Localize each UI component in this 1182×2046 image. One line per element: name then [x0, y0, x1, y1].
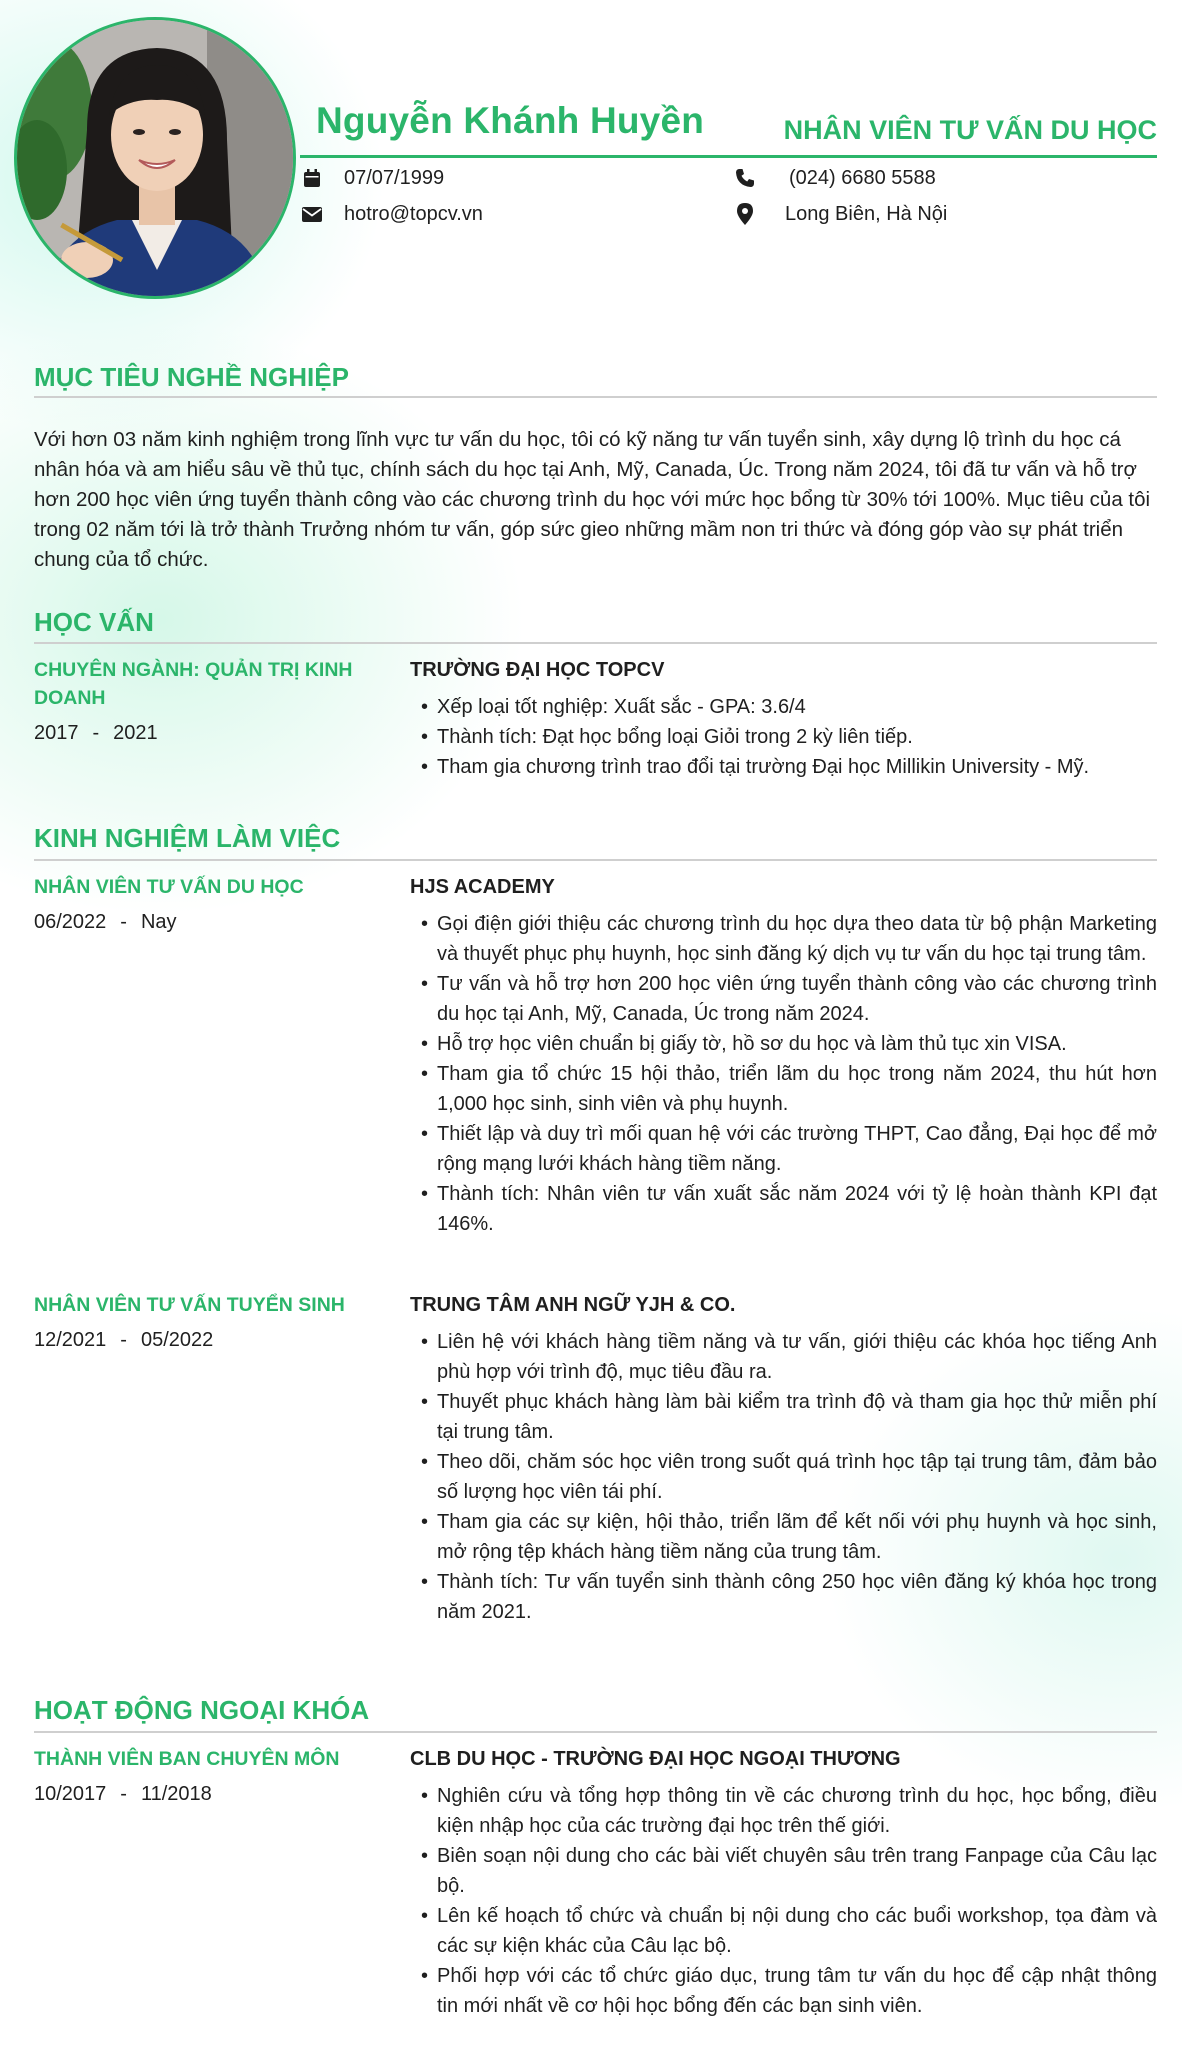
experience-2-company: TRUNG TÂM ANH NGỮ YJH & CO. [410, 1294, 736, 1316]
activities-bullets [410, 1781, 1157, 2021]
list-item: • Gọi điện giới thiệu các chương trình du học dựa theo data từ bộ phận Marketing và thuyết phục phụ huynh, học sinh đăng ký dịch vụ tư vấn du học tại trung tâm. [410, 909, 1157, 969]
education-title: HỌC VẤN [34, 607, 154, 637]
list-item: • Nghiên cứu và tổng hợp thông tin về các chương trình du học, học bổng, điều kiện nhập học của các trường đại học trên thế giới. [410, 1781, 1157, 1841]
list-item: • Tư vấn và hỗ trợ hơn 200 học viên ứng tuyển thành công vào các chương trình du học tại Anh, Mỹ, Canada, Úc trong năm 2024. [410, 969, 1157, 1029]
experience-2-right [410, 1291, 1157, 1627]
calendar-icon [300, 166, 324, 190]
envelope-icon [300, 202, 324, 226]
list-item: • Thiết lập và duy trì mối quan hệ với các trường THPT, Cao đẳng, Đại học để mở rộng mạng lưới khách hàng tiềm năng. [410, 1119, 1157, 1179]
activities-org: CLB DU HỌC - TRƯỜNG ĐẠI HỌC NGOẠI THƯƠNG [410, 1748, 901, 1770]
contact-birthday [300, 166, 444, 190]
experience-2-left [34, 1291, 369, 1352]
activities-end: 11/2018 [140, 1783, 212, 1805]
education-period: 2017 - 2021 [34, 722, 158, 744]
experience-1-period: 06/2022 - Nay [34, 911, 177, 933]
header-divider [300, 155, 1157, 158]
experience-2-period: 12/2021 - 05/2022 [34, 1329, 214, 1351]
experience-1-end: Nay [140, 911, 177, 933]
objective-text: Với hơn 03 năm kinh nghiệm trong lĩnh vực tư vấn du học, tôi có kỹ năng tư vấn tuyển sinh, xây dựng lộ trình du học cá nhân hóa và am hiểu sâu về thủ tục, chính sách du học tại Anh, Mỹ, Canada, Úc. Trong năm 2024, tôi đã tư vấn và hỗ trợ hơn 200 học viên ứng tuyển thành công vào các chương trình du học với mức học bổng từ 30% tới 100%. Mục tiêu của tôi trong 02 năm tới là trở thành Trưởng nhóm tư vấn, góp sức gieo những mầm non tri thức và đóng góp vào sự phát triển chung của tổ chức. [34, 428, 1151, 571]
email-value[interactable]: hotro@topcv.vn [344, 202, 483, 225]
birthday-value: 07/07/1999 [344, 166, 445, 189]
list-item: • Phối hợp với các tổ chức giáo dục, trung tâm tư vấn du học để cập nhật thông tin mới nhất về cơ hội học bổng đến các bạn sinh viên. [410, 1961, 1157, 2021]
experience-1-left [34, 873, 369, 934]
education-school: TRƯỜNG ĐẠI HỌC TOPCV [410, 659, 665, 681]
list-item: • Tham gia tổ chức 15 hội thảo, triển lãm du học trong năm 2024, thu hút hơn 1,000 học sinh, sinh viên và phụ huynh. [410, 1059, 1157, 1119]
list-item: • Thành tích: Tư vấn tuyển sinh thành công 250 học viên đăng ký khóa học trong năm 2021. [410, 1567, 1157, 1627]
profile-photo [14, 17, 296, 299]
phone-value[interactable]: (024) 6680 5588 [789, 166, 936, 189]
education-bullets [410, 692, 1157, 782]
list-item: • Biên soạn nội dung cho các bài viết chuyên sâu trên trang Fanpage của Câu lạc bộ. [410, 1841, 1157, 1901]
list-item: • Thành tích: Nhân viên tư vấn xuất sắc năm 2024 với tỷ lệ hoàn thành KPI đạt 146%. [410, 1179, 1157, 1239]
list-item: • Thuyết phục khách hàng làm bài kiểm tra trình độ và tham gia học thử miễn phí tại trung tâm. [410, 1387, 1157, 1447]
education-end: 2021 [113, 722, 158, 744]
address-value: Long Biên, Hà Nội [785, 202, 948, 225]
experience-divider [34, 859, 1157, 861]
list-item: • Thành tích: Đạt học bổng loại Giỏi trong 2 kỳ liên tiếp. [410, 722, 1157, 752]
activities-period: 10/2017 - 11/2018 [34, 1783, 212, 1805]
experience-2-end: 05/2022 [140, 1329, 214, 1351]
experience-1-start: 06/2022 [34, 911, 107, 933]
candidate-name: Nguyễn Khánh Huyền [316, 100, 705, 141]
education-left [34, 656, 369, 745]
contact-email [300, 202, 483, 226]
activities-title: HOẠT ĐỘNG NGOẠI KHÓA [34, 1695, 370, 1725]
profile-photo-illustration [17, 20, 293, 296]
objective-title: MỤC TIÊU NGHỀ NGHIỆP [34, 362, 349, 392]
list-item: • Theo dõi, chăm sóc học viên trong suốt quá trình học tập tại trung tâm, đảm bảo số lượng học viên tái phí. [410, 1447, 1157, 1507]
list-item: • Xếp loại tốt nghiệp: Xuất sắc - GPA: 3.6/4 [410, 692, 1157, 722]
job-title: NHÂN VIÊN TƯ VẤN DU HỌC [783, 115, 1157, 145]
experience-2-start: 12/2021 [34, 1329, 107, 1351]
activities-left [34, 1745, 369, 1806]
experience-1-company: HJS ACADEMY [410, 876, 555, 898]
experience-1-bullets [410, 909, 1157, 1239]
education-divider [34, 642, 1157, 644]
experience-2-role: NHÂN VIÊN TƯ VẤN TUYỂN SINH [34, 1294, 345, 1316]
experience-2-bullets [410, 1327, 1157, 1627]
activities-role: THÀNH VIÊN BAN CHUYÊN MÔN [34, 1748, 340, 1770]
list-item: • Liên hệ với khách hàng tiềm năng và tư vấn, giới thiệu các khóa học tiếng Anh phù hợp với trình độ, mục tiêu đầu ra. [410, 1327, 1157, 1387]
contact-address [733, 202, 947, 226]
experience-1-role: NHÂN VIÊN TƯ VẤN DU HỌC [34, 876, 304, 898]
objective-divider [34, 396, 1157, 398]
location-pin-icon [733, 202, 757, 226]
list-item: • Tham gia các sự kiện, hội thảo, triển lãm để kết nối với phụ huynh và học sinh, mở rộng tệp khách hàng tiềm năng của trung tâm. [410, 1507, 1157, 1567]
education-start: 2017 [34, 722, 79, 744]
experience-title: KINH NGHIỆM LÀM VIỆC [34, 823, 341, 853]
list-item: • Lên kế hoạch tổ chức và chuẩn bị nội dung cho các buổi workshop, tọa đàm và các sự kiện khác của Câu lạc bộ. [410, 1901, 1157, 1961]
education-right [410, 656, 1157, 782]
education-major: CHUYÊN NGÀNH: QUẢN TRỊ KINH DOANH [34, 659, 353, 709]
phone-icon [733, 166, 757, 190]
experience-1-right [410, 873, 1157, 1239]
list-item: • Hỗ trợ học viên chuẩn bị giấy tờ, hồ sơ du học và làm thủ tục xin VISA. [410, 1029, 1157, 1059]
list-item: • Tham gia chương trình trao đổi tại trường Đại học Millikin University - Mỹ. [410, 752, 1157, 782]
contact-phone [733, 166, 936, 190]
activities-right [410, 1745, 1157, 2021]
activities-start: 10/2017 [34, 1783, 107, 1805]
activities-divider [34, 1731, 1157, 1733]
